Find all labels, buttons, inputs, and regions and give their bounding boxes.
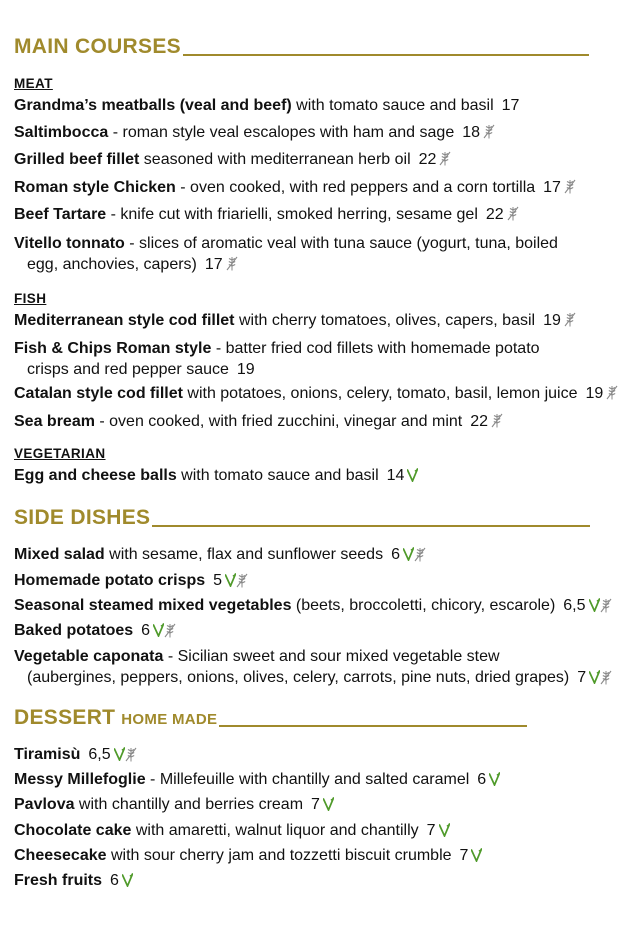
dietary-icons — [114, 747, 137, 762]
menu-item — [14, 177, 636, 198]
vegetarian-leaf-icon — [122, 873, 133, 887]
dietary-icons — [407, 468, 418, 482]
dietary-icons — [564, 179, 576, 194]
item-price: 5 — [213, 572, 223, 589]
dietary-icons — [589, 670, 612, 685]
item-name: Messy Millefoglie — [14, 771, 146, 788]
menu-item — [14, 383, 636, 404]
vegetarian-leaf-icon — [153, 623, 164, 637]
item-description: with amaretti, walnut liquor and chantilly — [131, 822, 419, 839]
item-description: - oven cooked, with red peppers and a corn tortilla — [175, 179, 536, 196]
item-price: 7 — [311, 796, 320, 813]
item-description: seasoned with mediterranean herb oil — [139, 151, 411, 168]
item-name: Fresh fruits — [14, 872, 103, 889]
gluten-free-wheat-icon — [600, 598, 612, 613]
item-price: 7 — [577, 669, 587, 686]
vegetarian-leaf-icon — [407, 468, 418, 482]
item-description: (beets, broccoletti, chicory, escarole) — [291, 597, 556, 614]
item-price: 19 — [543, 312, 561, 329]
dietary-icons — [225, 573, 248, 588]
vegetarian-leaf-icon — [439, 823, 450, 837]
item-price: 6 — [477, 771, 487, 788]
subhead-fish: FISH — [14, 291, 47, 306]
section-subtitle: HOME MADE — [121, 711, 218, 728]
item-name: Homemade potato crisps — [14, 572, 206, 589]
dietary-icons — [226, 256, 238, 271]
item-name: Roman style Chicken — [14, 179, 176, 196]
menu-item — [14, 411, 636, 432]
item-description: - oven cooked, with fried zucchini, vinegar and mint — [94, 413, 463, 430]
item-name: Grilled beef fillet — [14, 151, 140, 168]
item-name: Catalan style cod fillet — [14, 385, 183, 402]
section-title: SIDE DISHES — [14, 506, 151, 529]
item-description-text: egg, anchovies, capers) — [27, 256, 197, 273]
section-header-main-courses — [14, 36, 589, 57]
item-description-continued — [14, 667, 636, 688]
gluten-free-wheat-icon — [226, 256, 238, 271]
menu-item — [14, 95, 636, 116]
item-description: with tomato sauce and basil — [176, 467, 379, 484]
item-price: 6 — [391, 546, 400, 563]
section-title: DESSERT — [14, 706, 116, 729]
item-price: 6 — [110, 872, 119, 889]
item-description: - batter fried cod fillets with homemade potato — [211, 340, 540, 357]
item-price: 17 — [204, 256, 223, 273]
menu-item — [14, 870, 636, 891]
item-name: Pavlova — [14, 796, 75, 813]
item-description: with sour cherry jam and tozzetti biscuit crumble — [106, 847, 452, 864]
menu-item — [14, 794, 636, 815]
menu-item — [14, 204, 636, 225]
item-name: Vitello tonnato — [14, 235, 125, 252]
item-name: Beef Tartare — [14, 206, 107, 223]
item-price: 7 — [426, 822, 436, 839]
gluten-free-wheat-icon — [236, 573, 248, 588]
gluten-free-wheat-icon — [564, 312, 576, 327]
menu-item — [14, 845, 636, 866]
item-name: Vegetable caponata — [14, 648, 164, 665]
item-price: 22 — [470, 413, 489, 430]
menu-item — [14, 744, 636, 765]
gluten-free-wheat-icon — [507, 206, 519, 221]
item-price: 6,5 — [88, 746, 111, 763]
dietary-icons — [122, 873, 133, 887]
vegetarian-leaf-icon — [589, 670, 600, 684]
dietary-icons — [507, 206, 519, 221]
menu-item — [14, 544, 636, 565]
item-price: 17 — [543, 179, 561, 196]
gluten-free-wheat-icon — [125, 747, 137, 762]
item-description: - roman style veal escalopes with ham and sage — [108, 124, 455, 141]
item-description: - Millefeuille with chantilly and salted caramel — [145, 771, 470, 788]
subhead-meat: MEAT — [14, 76, 53, 91]
dietary-icons — [564, 312, 576, 327]
vegetarian-leaf-icon — [114, 747, 125, 761]
section-header-dessert — [14, 707, 527, 728]
item-name: Chocolate cake — [14, 822, 132, 839]
item-description: with tomato sauce and basil — [291, 97, 494, 114]
item-price: 19 — [236, 361, 255, 378]
item-description: with sesame, flax and sunflower seeds — [104, 546, 384, 563]
item-description: - knife cut with friarielli, smoked herring, sesame gel — [106, 206, 478, 223]
vegetarian-leaf-icon — [471, 848, 482, 862]
item-name: Mixed salad — [14, 546, 105, 563]
dietary-icons — [439, 151, 451, 166]
menu-item — [14, 465, 636, 486]
menu-item — [14, 233, 636, 275]
menu-item — [14, 769, 636, 790]
vegetarian-leaf-icon — [323, 797, 334, 811]
menu-item — [14, 149, 636, 170]
dietary-icons — [489, 772, 500, 786]
menu-item — [14, 820, 636, 841]
item-price: 22 — [418, 151, 437, 168]
dietary-icons — [483, 124, 495, 139]
gluten-free-wheat-icon — [483, 124, 495, 139]
item-price: 14 — [386, 467, 405, 484]
item-price: 22 — [485, 206, 504, 223]
item-description: - slices of aromatic veal with tuna sauce (yogurt, tuna, boiled — [124, 235, 558, 252]
item-price: 6,5 — [563, 597, 586, 614]
vegetarian-leaf-icon — [489, 772, 500, 786]
item-name: Grandma’s meatballs (veal and beef) — [14, 97, 292, 114]
item-price: 18 — [462, 124, 481, 141]
menu-item — [14, 310, 636, 331]
item-name: Fish & Chips Roman style — [14, 340, 212, 357]
menu-item — [14, 338, 636, 380]
item-name: Seasonal steamed mixed vegetables — [14, 597, 292, 614]
item-name: Saltimbocca — [14, 124, 109, 141]
section-rule — [183, 54, 589, 56]
dietary-icons — [491, 413, 503, 428]
item-description-text: crisps and red pepper sauce — [27, 361, 229, 378]
gluten-free-wheat-icon — [491, 413, 503, 428]
item-description: with chantilly and berries cream — [74, 796, 304, 813]
gluten-free-wheat-icon — [164, 623, 176, 638]
item-name: Cheesecake — [14, 847, 107, 864]
item-price: 19 — [585, 385, 604, 402]
gluten-free-wheat-icon — [564, 179, 576, 194]
section-rule — [219, 725, 527, 727]
item-description: with cherry tomatoes, olives, capers, basil — [234, 312, 536, 329]
gluten-free-wheat-icon — [606, 385, 618, 400]
item-name: Egg and cheese balls — [14, 467, 177, 484]
section-header-side-dishes — [14, 507, 590, 528]
dietary-icons — [439, 823, 450, 837]
item-name: Baked potatoes — [14, 622, 134, 639]
item-description-text: (aubergines, peppers, onions, olives, celery, carrots, pine nuts, dried grapes) — [27, 669, 570, 686]
item-description-continued — [14, 359, 636, 380]
vegetarian-leaf-icon — [589, 598, 600, 612]
gluten-free-wheat-icon — [600, 670, 612, 685]
item-description: - Sicilian sweet and sour mixed vegetable stew — [163, 648, 500, 665]
item-description: with potatoes, onions, celery, tomato, basil, lemon juice — [182, 385, 578, 402]
dietary-icons — [589, 598, 612, 613]
dietary-icons — [153, 623, 176, 638]
item-name: Sea bream — [14, 413, 95, 430]
vegetarian-leaf-icon — [403, 547, 414, 561]
menu-item — [14, 620, 636, 641]
item-price: 6 — [141, 622, 151, 639]
section-rule — [152, 525, 590, 527]
menu-item — [14, 570, 636, 591]
dietary-icons — [471, 848, 482, 862]
item-description-continued — [14, 254, 636, 275]
subhead-vegetarian: VEGETARIAN — [14, 446, 106, 461]
dietary-icons — [323, 797, 334, 811]
item-name: Tiramisù — [14, 746, 81, 763]
dietary-icons — [403, 547, 426, 562]
item-name: Mediterranean style cod fillet — [14, 312, 235, 329]
menu-item — [14, 595, 636, 616]
menu-item — [14, 122, 636, 143]
gluten-free-wheat-icon — [439, 151, 451, 166]
gluten-free-wheat-icon — [414, 547, 426, 562]
item-price: 7 — [459, 847, 469, 864]
vegetarian-leaf-icon — [225, 573, 236, 587]
dietary-icons — [606, 385, 618, 400]
section-title: MAIN COURSES — [14, 35, 181, 58]
menu-item — [14, 646, 636, 688]
item-price: 17 — [501, 97, 520, 114]
